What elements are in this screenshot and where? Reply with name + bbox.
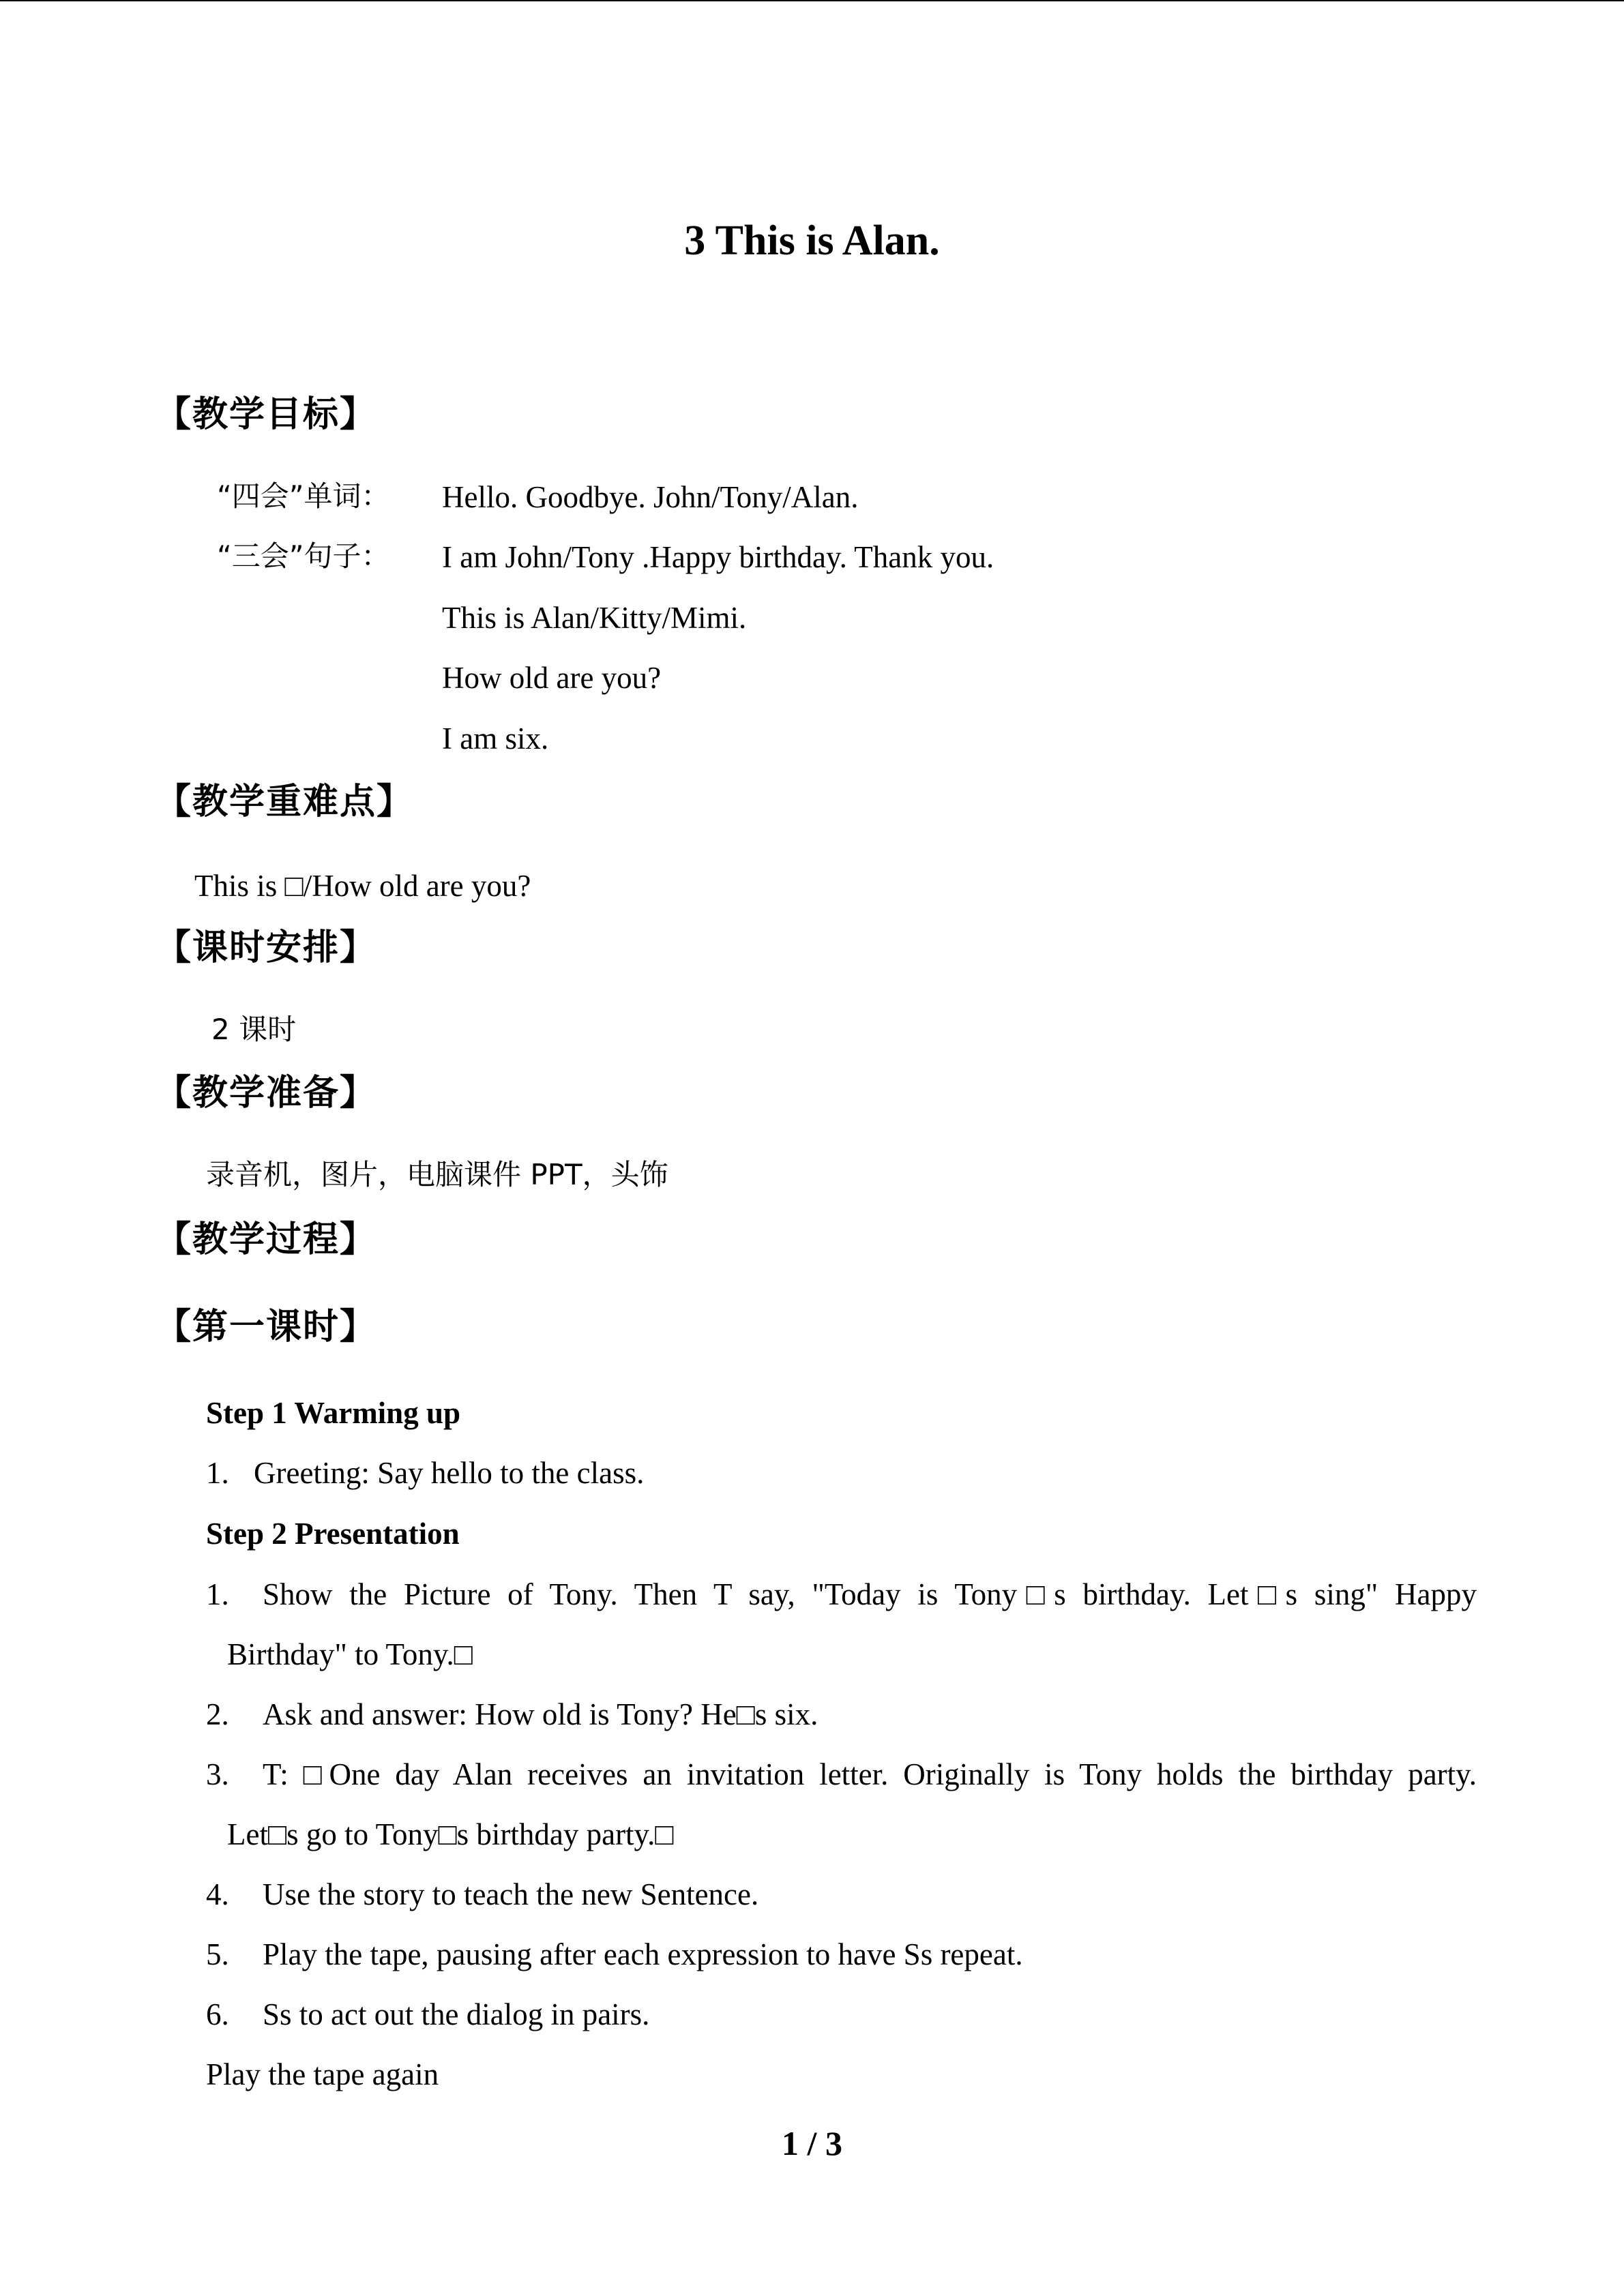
step2-item-number: 1.: [206, 1577, 229, 1611]
heading-lesson-1: 【第一课时】: [156, 1307, 377, 1347]
preparation-text: 录音机，图片，电脑课件 PPT，头饰: [206, 1158, 668, 1191]
key-points-text: This is □/How old are you?: [194, 869, 531, 903]
step1-item-text: Greeting: Say hello to the class.: [254, 1456, 645, 1490]
step2-item-number: 4.: [206, 1877, 229, 1911]
heading-objectives: 【教学目标】: [156, 394, 377, 435]
heading-key-points: 【教学重难点】: [156, 781, 414, 822]
step2-title: Step 2 Presentation: [206, 1517, 460, 1551]
step2-item-text: Use the story to teach the new Sentence.: [263, 1877, 759, 1911]
heading-preparation: 【教学准备】: [156, 1073, 377, 1114]
three-skills-line: I am John/Tony .Happy birthday. Thank you.: [442, 540, 994, 574]
step2-item-number: 2.: [206, 1697, 229, 1731]
page-indicator: 1 / 3: [782, 2124, 842, 2162]
step2-item-text: Show the Picture of Tony. Then T say, "Today is Tony□s birthday. Let□s sing" Happy: [263, 1577, 1477, 1611]
four-skills-label: “四会”单词：: [217, 479, 390, 513]
step2-item-text: Ss to act out the dialog in pairs.: [263, 1997, 650, 2031]
step2-item-number: 3.: [206, 1757, 229, 1791]
three-skills-line: How old are you?: [442, 661, 662, 695]
heading-schedule: 【课时安排】: [156, 927, 377, 968]
step1-item-number: 1.: [206, 1456, 229, 1490]
step2-item-continuation: Let□s go to Tony□s birthday party.□: [227, 1817, 674, 1851]
closing-line: Play the tape again: [206, 2057, 439, 2091]
step1-title: Step 1 Warming up: [206, 1396, 461, 1430]
three-skills-line: I am six.: [442, 721, 549, 756]
heading-process: 【教学过程】: [156, 1219, 377, 1260]
schedule-text: 2 课时: [211, 1013, 297, 1046]
document-title: 3 This is Alan.: [684, 218, 940, 264]
step2-item-continuation: Birthday" to Tony.□: [227, 1637, 473, 1671]
step2-item-text: T: □One day Alan receives an invitation letter. Originally is Tony holds the birthday party.: [263, 1757, 1477, 1791]
four-skills-text: Hello. Goodbye. John/Tony/Alan.: [442, 480, 859, 514]
three-skills-line: This is Alan/Kitty/Mimi.: [442, 601, 747, 635]
step2-item-number: 5.: [206, 1937, 229, 1971]
three-skills-label: “三会”句子：: [217, 539, 390, 573]
step2-item-text: Ask and answer: How old is Tony? He□s six.: [263, 1697, 818, 1731]
step2-item-number: 6.: [206, 1997, 229, 2031]
step2-item-text: Play the tape, pausing after each expression to have Ss repeat.: [263, 1937, 1023, 1971]
